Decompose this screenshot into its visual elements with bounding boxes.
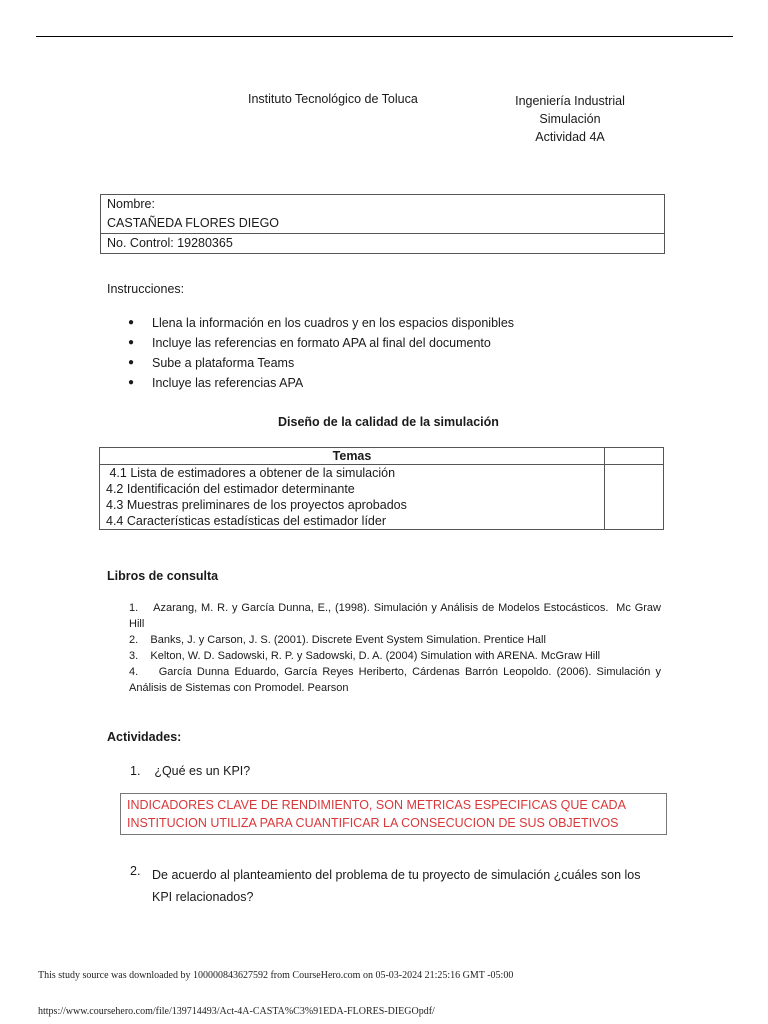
reference-item: 2. Banks, J. y Carson, J. S. (2001). Discrete Event System Simulation. Prentice Hall [129,634,546,646]
instructions-list [128,313,514,393]
question-1: 1. ¿Qué es un KPI? [130,764,251,778]
footer-source: This study source was downloaded by 100000843627592 from CourseHero.com on 05-03-2024 21:25:16 GMT -05:00 [38,970,514,981]
instruction-item: ● Incluye las referencias en formato APA al final del documento [128,333,514,353]
references-list [117,600,665,696]
instruction-item: ● Incluye las referencias APA [128,373,514,393]
topic-cell: 4.3 Muestras preliminares de los proyectos aprobados [100,497,605,513]
topic-cell: 4.1 Lista de estimadores a obtener de la simulación [100,465,605,482]
institute-name: Instituto Tecnológico de Toluca [248,92,418,106]
question-2 [152,864,662,908]
activities-title: Actividades: [107,730,182,744]
instruction-item: ● Llena la información en los cuadros y en los espacios disponibles [128,313,514,333]
name-value: CASTAÑEDA FLORES DIEGO [107,216,280,230]
topic-check-cell[interactable] [605,465,664,482]
question-2-line-1: De acuerdo al planteamiento del problema de tu proyecto de simulación ¿cuáles son los [152,868,641,882]
design-title: Diseño de la calidad de la simulación [278,415,499,429]
topic-check-cell[interactable] [605,481,664,497]
books-title: Libros de consulta [107,569,219,583]
control-number: No. Control: 19280365 [101,233,664,253]
subject-name: Simulación [539,112,601,126]
activity-name: Actividad 4A [535,130,605,144]
topic-cell: 4.4 Características estadísticas del estimador líder [100,513,605,530]
instructions-title: Instrucciones: [107,282,185,296]
name-label: Nombre: [107,197,155,211]
reference-item: 1. Azarang, M. R. y García Dunna, E., (1998). Simulación y Análisis de Modelos Estocásticos. Mc Graw Hill [129,602,665,630]
topics-header-blank [605,448,664,465]
topic-check-cell[interactable] [605,497,664,513]
answer-1-box[interactable]: INDICADORES CLAVE DE RENDIMIENTO, SON METRICAS ESPECIFICAS QUE CADA INSTITUCION UTILIZA PARA CUANTIFICAR LA CONSECUCION DE SUS OBJETIVOS [120,793,667,835]
student-info-box [100,194,665,254]
topics-header: Temas [100,448,605,465]
career-name: Ingeniería Industrial [515,94,625,108]
course-info [500,92,640,146]
reference-item: 4. García Dunna Eduardo, García Reyes Heriberto, Cárdenas Barrón Leopoldo. (2006). Simulación y Análisis de Sistemas con Promodel. Pearson [129,666,664,694]
topics-table [99,447,664,530]
topic-cell: 4.2 Identificación del estimador determinante [100,481,605,497]
footer-url[interactable]: https://www.coursehero.com/file/139714493/Act-4A-CASTA%C3%91EDA-FLORES-DIEGOpdf/ [38,1006,435,1017]
top-rule [36,36,733,37]
question-2-number: 2. [130,864,141,878]
topic-check-cell[interactable] [605,513,664,530]
reference-item: 3. Kelton, W. D. Sadowski, R. P. y Sadowski, D. A. (2004) Simulation with ARENA. McGraw Hill [129,650,601,662]
question-2-line-2: KPI relacionados? [152,890,254,904]
instruction-item: ● Sube a plataforma Teams [128,353,514,373]
